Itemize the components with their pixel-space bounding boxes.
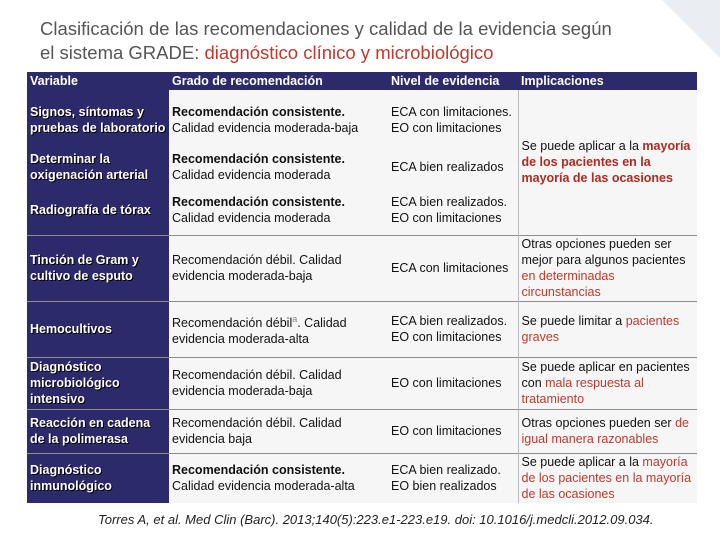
row-grado [169,185,388,235]
row-variable: Determinar la oxigenación arterial [27,149,169,185]
row-grado: Recomendación débil. Calidad evidencia moderada-baja [169,235,388,301]
row-variable: Diagnóstico microbiológico intensivo [27,357,169,409]
imp-text: Se puede aplicar a la [521,455,643,470]
imp-highlight: de igual manera razonables [521,416,689,446]
table-row [27,357,697,409]
table-header-row [27,72,697,90]
row-nivel: EO con limitaciones [388,409,518,453]
header-nivel: Nivel de evidencia [388,72,518,90]
row-grado: Recomendación débil. Calidad evidencia baja [169,409,388,453]
header-implicaciones: Implicaciones [518,72,697,90]
grado-rest: Calidad evidencia moderada-alta [172,479,355,494]
header-grado: Grado de recomendación [169,72,388,90]
imp-text: Se puede aplicar en pacientes con [521,360,690,390]
header-variable: Variable [27,72,169,90]
title-line2-prefix: el sistema GRADE: [40,42,205,63]
row-nivel: ECA bien realizados. EO con limitaciones [388,301,518,357]
row-implicacion [518,301,697,357]
table-row [27,453,697,503]
imp-highlight: mayoría de los pacientes en la mayoría de las ocasiones [521,139,691,186]
row-grado [169,453,388,503]
reference-citation: Torres A, et al. Med Clin (Barc). 2013;140(5):223.e1-223.e19. doi: 10.1016/j.medcli.2012.09.034. [98,512,654,527]
row-nivel: ECA bien realizados [388,149,518,185]
row-nivel: EO con limitaciones [388,357,518,409]
imp-text: Se puede aplicar a la [521,139,643,154]
imp-text: Otras opciones pueden ser [521,416,676,430]
imp-text: Otras opciones pueden ser mejor para algunos pacientes [521,237,686,267]
row-variable: Radiografía de tórax [27,185,169,235]
imp-highlight: mala respuesta al tratamiento [521,376,644,406]
grado-rest: Calidad evidencia moderada [172,210,331,225]
grade-table [27,72,697,503]
grado-strong: Recomendación consistente. [172,463,345,478]
grado-text-rest: . Calidad evidencia moderada-alta [172,316,347,347]
row-grado [169,149,388,185]
table-row [27,90,697,149]
row-variable: Tinción de Gram y cultivo de esputo [27,235,169,301]
row-nivel: ECA con limitaciones. EO con limitaciones [388,90,518,149]
grado-rest: Calidad evidencia moderada [172,168,331,182]
row-implicacion [518,453,697,503]
slide-title [40,17,690,65]
row-nivel: ECA bien realizado. EO bien realizados [388,453,518,503]
imp-highlight: pacientes graves [521,314,680,344]
row-grado: Recomendación débil. Calidad evidencia moderada-baja [169,357,388,409]
row-implicacion [518,90,697,235]
row-grado [169,90,388,149]
table-row [27,235,697,301]
row-nivel: ECA bien realizados. EO con limitaciones [388,185,518,235]
row-implicacion [518,357,697,409]
grado-rest: Calidad evidencia moderada-baja [172,120,359,135]
grado-strong: Recomendación consistente. [172,104,345,119]
imp-text: Se puede limitar a [521,314,626,328]
row-variable: Diagnóstico inmunológico [27,453,169,503]
grado-text: Recomendación débil [172,316,293,331]
title-line1: Clasificación de las recomendaciones y calidad de la evidencia según [40,18,612,39]
row-implicacion [518,235,697,301]
grado-strong: Recomendación consistente. [172,152,345,166]
row-variable: Reacción en cadena de la polimerasa [27,409,169,453]
imp-highlight: mayoría de los pacientes en la mayoría de las ocasiones [521,455,692,502]
imp-highlight: en determinadas circunstancias [521,269,615,299]
title-line2-highlight: diagnóstico clínico y microbiológico [204,42,494,63]
row-implicacion [518,409,697,453]
row-grado [169,301,388,357]
row-variable: Hemocultivos [27,301,169,357]
grado-strong: Recomendación consistente. [172,194,345,209]
row-variable: Signos, síntomas y pruebas de laboratorio [27,90,169,149]
grado-footnote: a [292,313,298,324]
row-nivel: ECA con limitaciones [388,235,518,301]
table-row [27,409,697,453]
table-row [27,301,697,357]
